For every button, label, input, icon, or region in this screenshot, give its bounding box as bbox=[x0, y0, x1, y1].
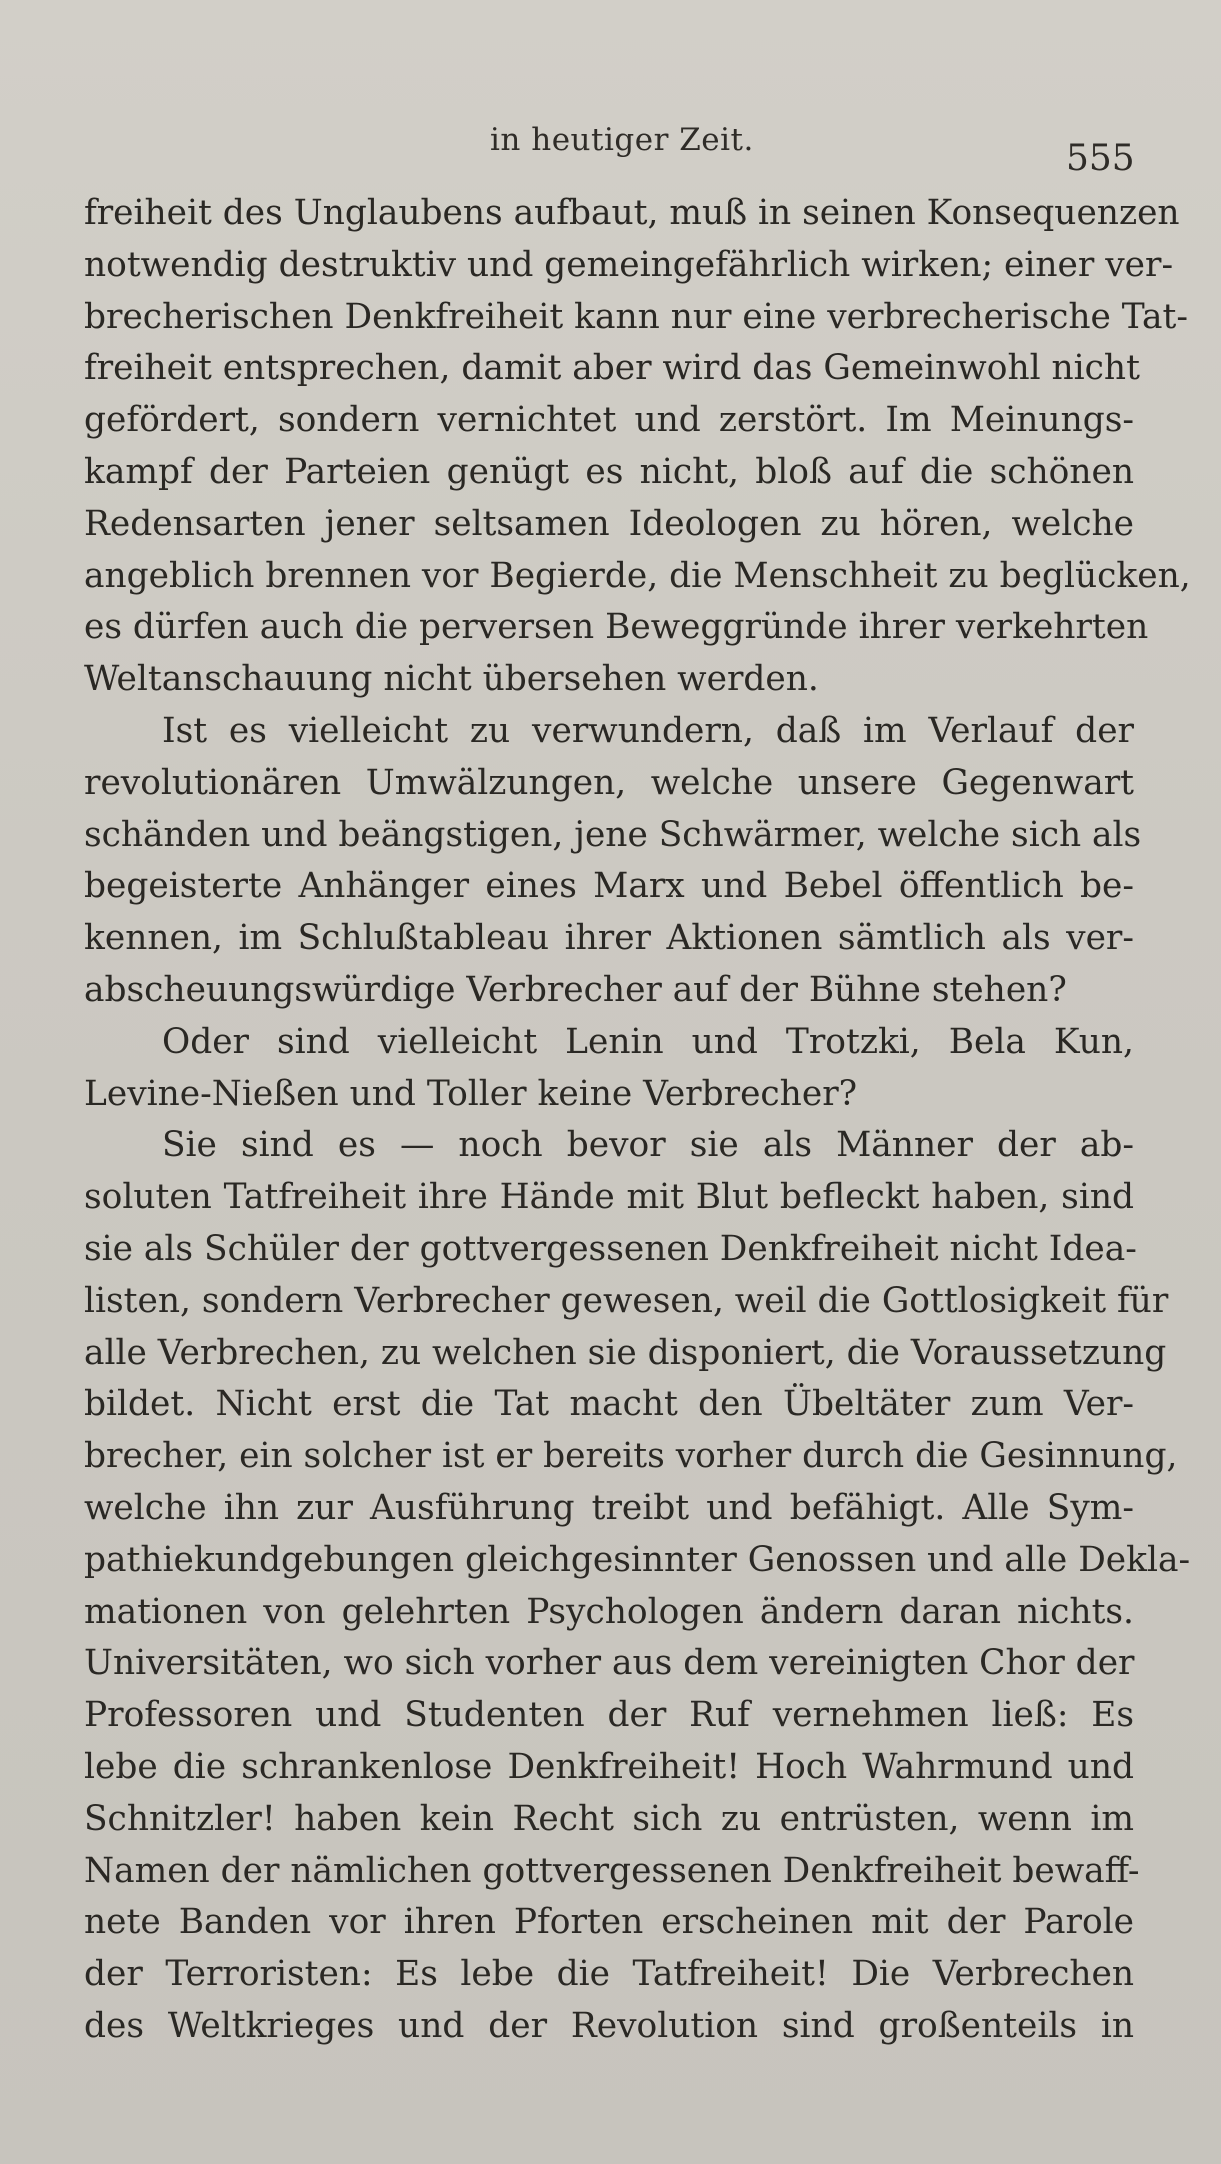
text-line: Sie sind es — noch bevor sie als Männer der ab- bbox=[162, 1125, 1134, 1166]
text-line: gefördert, sondern vernichtet und zerstört. Im Meinungs- bbox=[84, 400, 1134, 441]
text-line: mationen von gelehrten Psychologen ändern daran nichts. bbox=[84, 1591, 1134, 1632]
text-line: der Terroristen: Es lebe die Tatfreiheit! Die Verbrechen bbox=[84, 1954, 1134, 1995]
text-line: Weltanschauung nicht übersehen werden. bbox=[84, 659, 819, 700]
body-text bbox=[84, 188, 1191, 2053]
text-line: des Weltkrieges und der Revolution sind großenteils in bbox=[84, 2005, 1134, 2046]
text-line: revolutionären Umwälzungen, welche unsere Gegenwart bbox=[84, 762, 1134, 803]
text-line: listen, sondern Verbrecher gewesen, weil die Gottlosigkeit für bbox=[84, 1280, 1169, 1321]
text-line: Ist es vielleicht zu verwundern, daß im Verlauf der bbox=[162, 710, 1134, 751]
text-line: alle Verbrechen, zu welchen sie disponiert, die Voraussetzung bbox=[84, 1332, 1167, 1373]
text-line: kampf der Parteien genügt es nicht, bloß auf die schönen bbox=[84, 451, 1134, 492]
text-line: pathiekundgebungen gleichgesinnter Genossen und alle Dekla- bbox=[84, 1539, 1191, 1580]
page-number: 555 bbox=[1066, 138, 1135, 179]
text-line: Oder sind vielleicht Lenin und Trotzki, Bela Kun, bbox=[162, 1021, 1134, 1062]
text-line: notwendig destruktiv und gemeingefährlich wirken; einer ver- bbox=[84, 244, 1174, 285]
text-line: sie als Schüler der gottvergessenen Denkfreiheit nicht Idea- bbox=[84, 1228, 1137, 1269]
text-line: angeblich brennen vor Begierde, die Menschheit zu beglücken, bbox=[84, 555, 1191, 596]
text-line: soluten Tatfreiheit ihre Hände mit Blut befleckt haben, sind bbox=[84, 1177, 1134, 1218]
text-line: brecherischen Denkfreiheit kann nur eine verbrecherische Tat- bbox=[84, 296, 1188, 337]
text-line: schänden und beängstigen, jene Schwärmer, welche sich als bbox=[84, 814, 1142, 855]
text-line: lebe die schrankenlose Denkfreiheit! Hoch Wahrmund und bbox=[84, 1746, 1134, 1787]
text-line: Schnitzler! haben kein Recht sich zu entrüsten, wenn im bbox=[84, 1798, 1134, 1839]
text-line: Professoren und Studenten der Ruf vernehmen ließ: Es bbox=[84, 1695, 1134, 1736]
text-line: Levine-Nießen und Toller keine Verbrecher? bbox=[84, 1073, 858, 1114]
page-header bbox=[0, 118, 1221, 178]
text-line: freiheit des Unglaubens aufbaut, muß in seinen Konsequenzen bbox=[84, 193, 1180, 233]
text-line: Redensarten jener seltsamen Ideologen zu hören, welche bbox=[84, 503, 1134, 544]
text-line: freiheit entsprechen, damit aber wird das Gemeinwohl nicht bbox=[84, 348, 1140, 389]
text-line: brecher, ein solcher ist er bereits vorher durch die Gesinnung, bbox=[84, 1436, 1178, 1477]
text-line: bildet. Nicht erst die Tat macht den Übeltäter zum Ver- bbox=[84, 1384, 1134, 1425]
text-line: abscheuungswürdige Verbrecher auf der Bühne stehen? bbox=[84, 969, 1067, 1010]
text-line: welche ihn zur Ausführung treibt und befähigt. Alle Sym- bbox=[84, 1487, 1134, 1528]
text-line: Universitäten, wo sich vorher aus dem vereinigten Chor der bbox=[84, 1643, 1135, 1684]
text-line: begeisterte Anhänger eines Marx und Bebel öffentlich be- bbox=[84, 866, 1134, 907]
text-line: kennen, im Schlußtableau ihrer Aktionen sämtlich als ver- bbox=[84, 918, 1134, 959]
text-line: es dürfen auch die perversen Beweggründe ihrer verkehrten bbox=[84, 607, 1149, 648]
text-line: nete Banden vor ihren Pforten erscheinen mit der Parole bbox=[84, 1902, 1134, 1943]
running-head: in heutiger Zeit. bbox=[490, 122, 754, 158]
text-line: Namen der nämlichen gottvergessenen Denkfreiheit bewaff- bbox=[84, 1850, 1140, 1891]
